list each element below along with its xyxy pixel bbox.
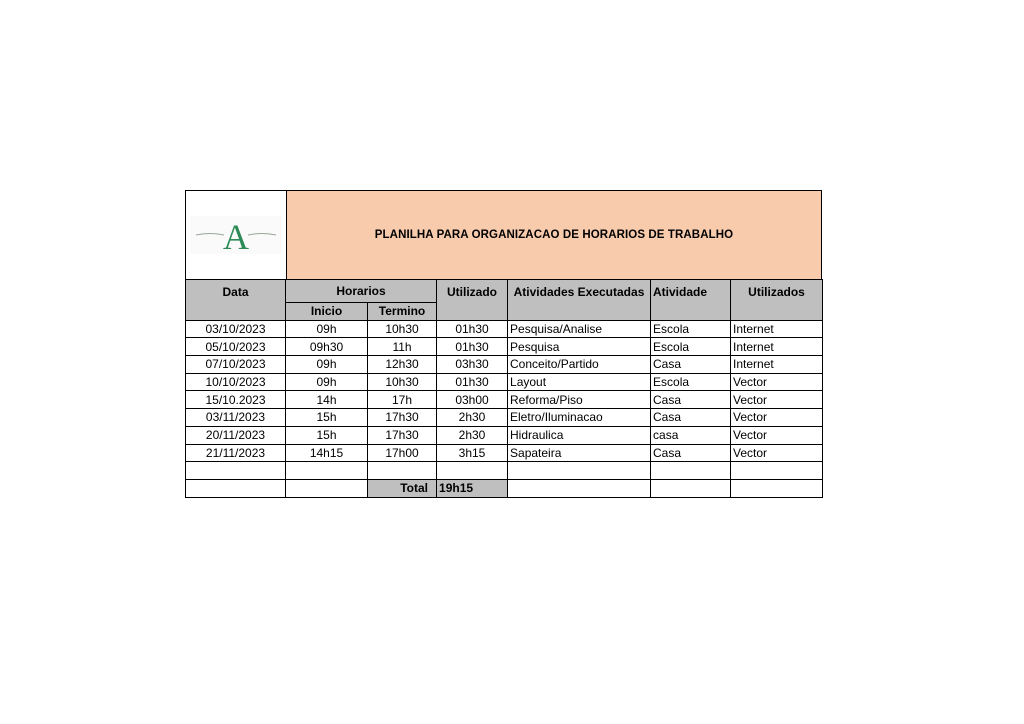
cell-termino: 10h30 (368, 373, 437, 391)
cell-inicio: 09h (286, 356, 368, 374)
cell-atividade: Casa (651, 444, 731, 462)
table-row (186, 391, 823, 409)
cell-termino: 17h30 (368, 426, 437, 444)
cell-data: 21/11/2023 (186, 444, 286, 462)
cell-utilizado: 01h30 (437, 373, 508, 391)
cell-data: 10/10/2023 (186, 373, 286, 391)
table-row (186, 338, 823, 356)
total-row (186, 479, 823, 497)
cell-utilizados: Vector (731, 444, 823, 462)
table-row (186, 426, 823, 444)
cell-utilizados: Internet (731, 338, 823, 356)
cell-inicio: 14h (286, 391, 368, 409)
cell-utilizados: Internet (731, 356, 823, 374)
schedule-table (185, 279, 823, 498)
cell-termino: 11h (368, 338, 437, 356)
cell-atividades: Pesquisa/Analise (508, 320, 651, 338)
cell-utilizado: 2h30 (437, 426, 508, 444)
table-row (186, 320, 823, 338)
cell-data: 07/10/2023 (186, 356, 286, 374)
cell-data: 05/10/2023 (186, 338, 286, 356)
cell-atividades: Sapateira (508, 444, 651, 462)
cell-data: 03/11/2023 (186, 409, 286, 427)
cell-atividades: Conceito/Partido (508, 356, 651, 374)
cell-inicio: 09h (286, 320, 368, 338)
cell-inicio: 09h (286, 373, 368, 391)
empty-row (186, 462, 823, 480)
cell-atividades: Reforma/Piso (508, 391, 651, 409)
cell-atividades: Layout (508, 373, 651, 391)
sheet-title: PLANILHA PARA ORGANIZACAO DE HORARIOS DE TRABALHO (287, 191, 821, 279)
cell-utilizados: Vector (731, 391, 823, 409)
cell-utilizado: 03h00 (437, 391, 508, 409)
cell-inicio: 15h (286, 426, 368, 444)
cell-atividade: Casa (651, 356, 731, 374)
header-utilizado: Utilizado (437, 280, 508, 321)
logo-cell (186, 191, 287, 279)
cell-atividade: Escola (651, 338, 731, 356)
table-row (186, 409, 823, 427)
cell-atividades: Pesquisa (508, 338, 651, 356)
spreadsheet (185, 190, 822, 498)
cell-utilizados: Vector (731, 409, 823, 427)
header-atividade: Atividade (651, 280, 731, 321)
header-atividades: Atividades Executadas (508, 280, 651, 321)
cell-data: 20/11/2023 (186, 426, 286, 444)
cell-data: 15/10.2023 (186, 391, 286, 409)
cell-utilizados: Vector (731, 373, 823, 391)
logo-letter: A (223, 217, 249, 254)
total-value: 19h15 (437, 479, 508, 497)
cell-inicio: 15h (286, 409, 368, 427)
cell-inicio: 14h15 (286, 444, 368, 462)
cell-termino: 17h00 (368, 444, 437, 462)
cell-utilizado: 3h15 (437, 444, 508, 462)
cell-termino: 17h (368, 391, 437, 409)
header-horarios: Horarios (286, 280, 437, 303)
header-data: Data (186, 280, 286, 321)
header-inicio: Inicio (286, 303, 368, 321)
cell-utilizado: 2h30 (437, 409, 508, 427)
cell-utilizados: Vector (731, 426, 823, 444)
cell-atividade: Escola (651, 373, 731, 391)
cell-termino: 12h30 (368, 356, 437, 374)
table-row (186, 373, 823, 391)
logo-letter-a-icon (190, 216, 282, 254)
cell-utilizado: 03h30 (437, 356, 508, 374)
cell-termino: 17h30 (368, 409, 437, 427)
cell-atividade: casa (651, 426, 731, 444)
cell-atividade: Casa (651, 409, 731, 427)
cell-atividades: Eletro/Iluminacao (508, 409, 651, 427)
cell-termino: 10h30 (368, 320, 437, 338)
header-utilizados: Utilizados (731, 280, 823, 321)
table-row (186, 356, 823, 374)
cell-utilizado: 01h30 (437, 320, 508, 338)
cell-atividade: Casa (651, 391, 731, 409)
cell-atividades: Hidraulica (508, 426, 651, 444)
header-termino: Termino (368, 303, 437, 321)
banner (185, 190, 822, 279)
total-label: Total (368, 479, 437, 497)
cell-atividade: Escola (651, 320, 731, 338)
cell-data: 03/10/2023 (186, 320, 286, 338)
cell-utilizado: 01h30 (437, 338, 508, 356)
cell-inicio: 09h30 (286, 338, 368, 356)
cell-utilizados: Internet (731, 320, 823, 338)
table-row (186, 444, 823, 462)
